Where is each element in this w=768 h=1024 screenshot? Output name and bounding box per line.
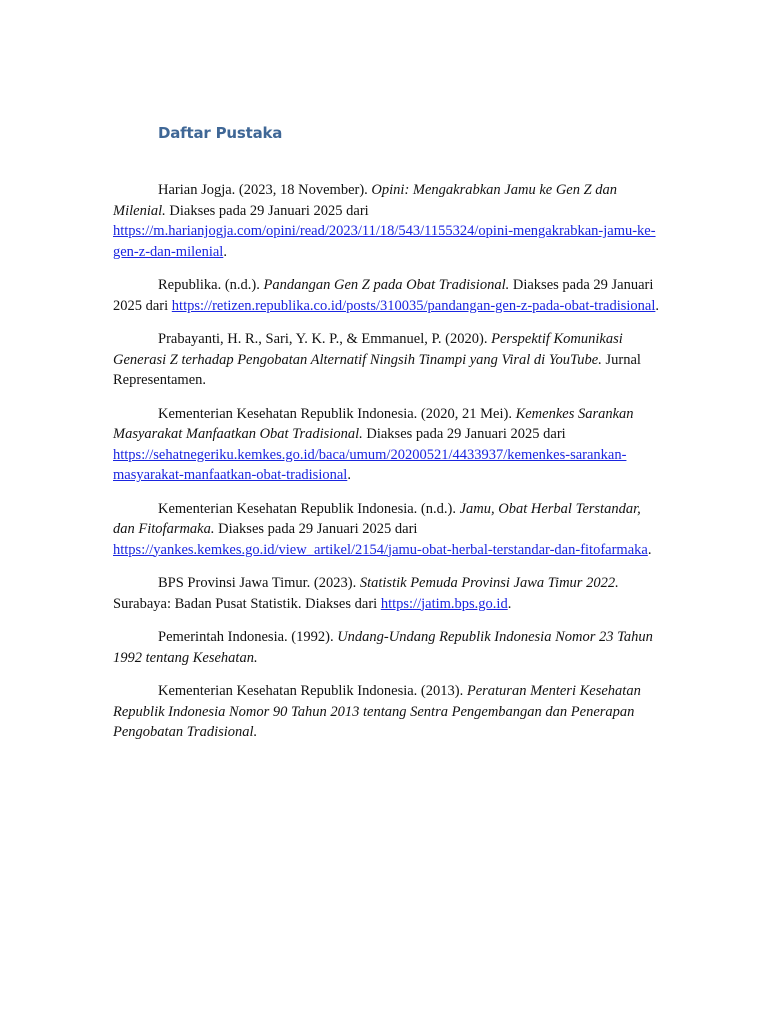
reference-author-date: Kementerian Kesehatan Republik Indonesia. (n.d.). — [158, 500, 460, 517]
reference-item — [113, 627, 661, 668]
reference-end: . — [223, 243, 227, 260]
reference-title: Perspektif Komunikasi Generasi Z terhadap Pengobatan Alternatif Ningsih Tinampi yang Viral di YouTube. — [113, 331, 623, 368]
reference-list — [113, 180, 661, 756]
reference-item — [113, 573, 661, 614]
reference-access-note: Diakses pada 29 Januari 2025 dari — [165, 202, 369, 219]
reference-link[interactable]: https://m.harianjogja.com/opini/read/2023/11/18/543/1155324/opini-mengakrabkan-jamu-ke-gen-z-dan-milenial — [113, 223, 656, 260]
reference-title: Pandangan Gen Z pada Obat Tradisional. — [263, 277, 510, 293]
reference-title: Statistik Pemuda Provinsi Jawa Timur 2022. — [359, 575, 619, 591]
reference-author-date: Harian Jogja. (2023, 18 November). — [158, 182, 372, 198]
reference-link[interactable]: https://sehatnegeriku.kemkes.go.id/baca/umum/20200521/4433937/kemenkes-sarankan-masyarakat-manfaatkan-obat-tradisional — [113, 446, 627, 483]
reference-item — [113, 275, 661, 316]
reference-item — [113, 180, 661, 262]
reference-end: . — [507, 595, 512, 612]
reference-title: Opini: Mengakrabkan Jamu ke Gen Z dan Milenial. — [113, 182, 618, 219]
reference-end: . — [647, 541, 652, 558]
reference-link[interactable]: https://yankes.kemkes.go.id/view_artikel/2154/jamu-obat-herbal-terstandar-dan-fitofarmaka — [113, 541, 648, 558]
reference-title: Undang-Undang Republik Indonesia Nomor 23 Tahun 1992 tentang Kesehatan. — [113, 629, 653, 666]
reference-access-note: Diakses pada 29 Januari 2025 dari — [214, 521, 418, 537]
page-title: Daftar Pustaka — [158, 124, 283, 142]
reference-author-date: Prabayanti, H. R., Sari, Y. K. P., & Emmanuel, P. (2020). — [158, 331, 492, 347]
reference-item — [113, 681, 661, 743]
reference-access-note: Diakses pada 29 Januari 2025 dari — [113, 277, 654, 314]
reference-title: Jamu, Obat Herbal Terstandar, dan Fitofarmaka. — [113, 500, 641, 537]
reference-author-date: Kementerian Kesehatan Republik Indonesia. (2020, 21 Mei). — [158, 405, 516, 422]
reference-access-note: Diakses pada 29 Januari 2025 dari — [362, 426, 566, 442]
reference-link[interactable]: https://jatim.bps.go.id — [380, 595, 508, 612]
reference-title: Peraturan Menteri Kesehatan Republik Indonesia Nomor 90 Tahun 2013 tentang Sentra Pengembangan dan Penerapan Pengobatan Tradisional. — [113, 683, 641, 740]
reference-author-date: Pemerintah Indonesia. (1992). — [158, 629, 338, 645]
reference-author-date: Kementerian Kesehatan Republik Indonesia. (2013). — [158, 683, 467, 699]
reference-author-date: Republika. (n.d.). — [158, 277, 264, 293]
reference-item — [113, 404, 661, 486]
reference-end: . — [655, 297, 660, 314]
reference-end: . — [347, 467, 351, 483]
reference-title: Kemenkes Sarankan Masyarakat Manfaatkan Obat Tradisional. — [113, 405, 634, 442]
reference-source: Jurnal Representamen. — [113, 351, 641, 388]
reference-author-date: BPS Provinsi Jawa Timur. (2023). — [158, 575, 360, 591]
reference-access-note: Surabaya: Badan Pusat Statistik. Diakses dari — [113, 595, 381, 612]
reference-item — [113, 329, 661, 391]
reference-link[interactable]: https://retizen.republika.co.id/posts/310035/pandangan-gen-z-pada-obat-tradisional — [171, 297, 656, 314]
reference-item — [113, 499, 661, 561]
